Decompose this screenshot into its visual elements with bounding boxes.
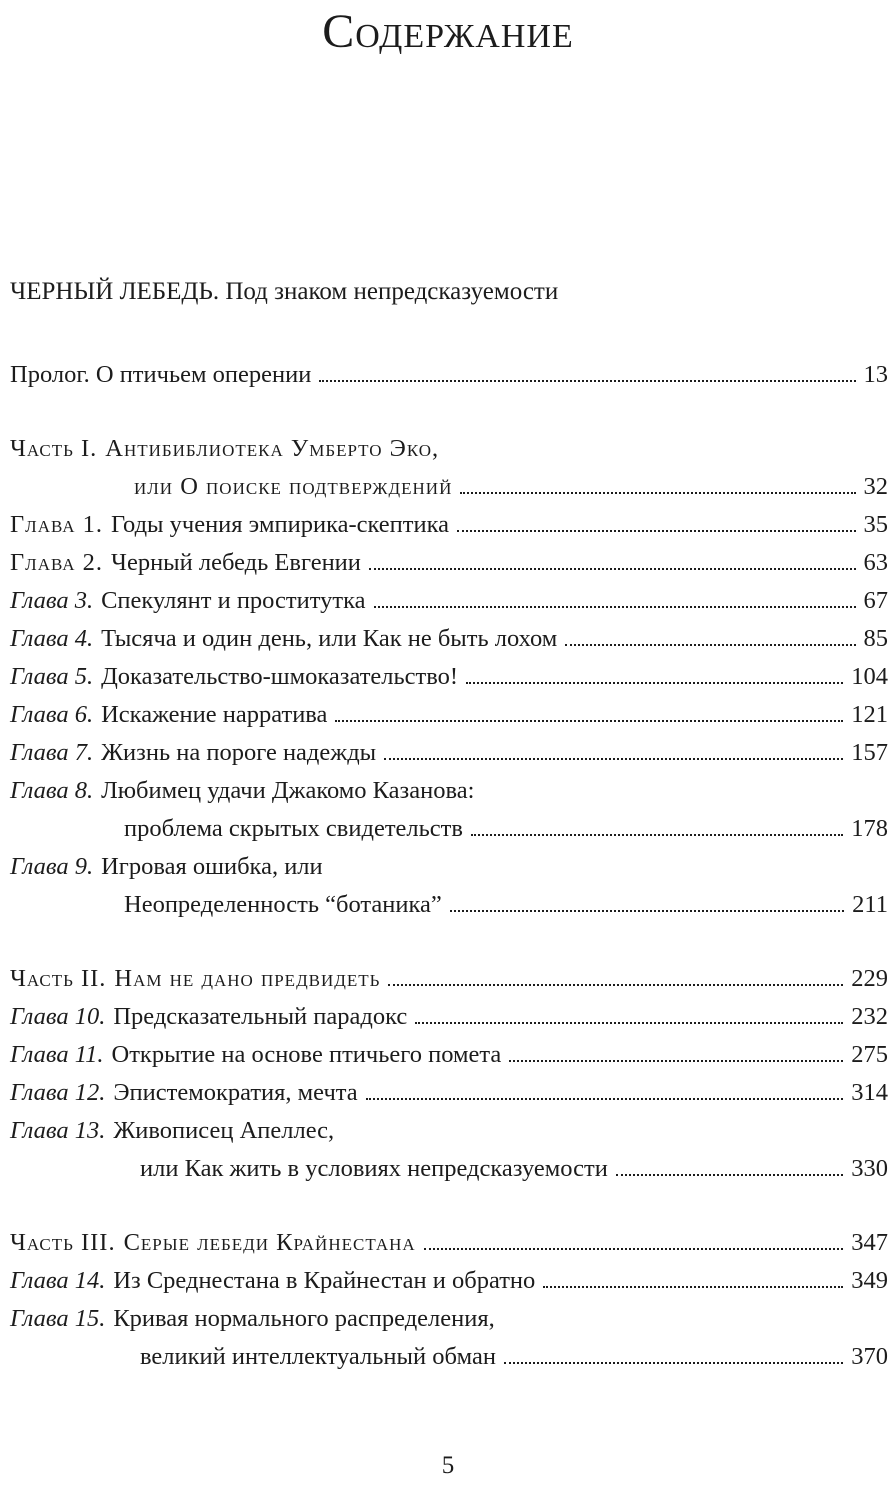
chapter-title: Искажение нарратива xyxy=(101,701,328,728)
part-title-continued: или О поиске подтверждений xyxy=(134,473,453,500)
chapter-title: Жизнь на пороге надежды xyxy=(101,739,377,766)
page-ref: 121 xyxy=(851,701,888,728)
page-ref: 347 xyxy=(851,1229,888,1256)
dot-leader xyxy=(509,1059,843,1062)
chapter-label: Глава 1. xyxy=(10,511,104,538)
chapter-title: Годы учения эмпирика-скептика xyxy=(111,511,450,538)
page-ref: 211 xyxy=(852,891,888,918)
page-title: Содержание xyxy=(322,5,574,58)
toc-entry-chapter-12[interactable] xyxy=(10,1074,888,1112)
chapter-title: Из Среднестана в Крайнестан и обратно xyxy=(113,1267,536,1294)
toc-entry-prologue[interactable] xyxy=(10,356,888,394)
dot-leader xyxy=(388,983,843,986)
page-ref: 63 xyxy=(863,549,888,576)
toc-entry-chapter-13-cont[interactable] xyxy=(10,1150,888,1188)
toc-entry-chapter-3[interactable] xyxy=(10,582,888,620)
dot-leader xyxy=(424,1247,844,1250)
toc-entry-chapter-14[interactable] xyxy=(10,1262,888,1300)
dot-leader xyxy=(384,757,843,760)
toc-entry-part-2[interactable] xyxy=(10,960,888,998)
toc-entry-chapter-11[interactable] xyxy=(10,1036,888,1074)
toc-entry-chapter-9-cont[interactable] xyxy=(10,886,888,924)
toc-entry-chapter-1[interactable] xyxy=(10,506,888,544)
chapter-label: Глава 12. xyxy=(10,1079,106,1106)
chapter-label: Глава 4. xyxy=(10,625,94,652)
dot-leader xyxy=(543,1285,843,1288)
chapter-label: Глава 14. xyxy=(10,1267,106,1294)
dot-leader xyxy=(450,909,844,912)
dot-leader xyxy=(466,681,843,684)
chapter-title: Доказательство-шмоказательство! xyxy=(101,663,459,690)
part-label: Часть II. xyxy=(10,965,107,992)
dot-leader xyxy=(415,1021,843,1024)
toc-entry-chapter-9[interactable] xyxy=(10,848,888,886)
chapter-label: Глава 8. xyxy=(10,777,94,804)
chapter-title-continued: или Как жить в условиях непредсказуемости xyxy=(140,1155,608,1182)
part-title: Нам не дано предвидеть xyxy=(114,965,381,992)
page-ref: 229 xyxy=(851,965,888,992)
toc-entry-chapter-2[interactable] xyxy=(10,544,888,582)
dot-leader xyxy=(565,643,855,646)
chapter-label: Глава 13. xyxy=(10,1117,106,1144)
chapter-title: Тысяча и один день, или Как не быть лохом xyxy=(101,625,558,652)
chapter-label: Глава 6. xyxy=(10,701,94,728)
chapter-title: Игровая ошибка, или xyxy=(101,853,323,880)
toc-entry-chapter-13[interactable] xyxy=(10,1112,888,1150)
chapter-title: Предсказательный парадокс xyxy=(113,1003,408,1030)
chapter-label: Глава 5. xyxy=(10,663,94,690)
chapter-title: Открытие на основе птичьего помета xyxy=(111,1041,502,1068)
page-ref: 67 xyxy=(863,587,888,614)
toc-entry-chapter-8-cont[interactable] xyxy=(10,810,888,848)
page-ref: 35 xyxy=(863,511,888,538)
dot-leader xyxy=(457,529,855,532)
page-ref: 330 xyxy=(851,1155,888,1182)
chapter-title: Живописец Апеллес, xyxy=(113,1117,335,1144)
part-title: Серые лебеди Крайнестана xyxy=(123,1229,416,1256)
page-ref: 32 xyxy=(863,473,888,500)
part-label: Часть I. xyxy=(10,435,98,462)
dot-leader xyxy=(471,833,843,836)
toc-entry-part-1-cont[interactable] xyxy=(10,468,888,506)
toc-entry-chapter-10[interactable] xyxy=(10,998,888,1036)
toc-entry-chapter-15[interactable] xyxy=(10,1300,888,1338)
page-ref: 85 xyxy=(863,625,888,652)
chapter-title: Спекулянт и проститутка xyxy=(101,587,366,614)
page-ref: 370 xyxy=(851,1343,888,1370)
toc-entry-chapter-8[interactable] xyxy=(10,772,888,810)
page-ref: 314 xyxy=(851,1079,888,1106)
chapter-label: Глава 11. xyxy=(10,1041,104,1068)
chapter-title: Любимец удачи Джакомо Казанова: xyxy=(101,777,475,804)
dot-leader xyxy=(504,1361,843,1364)
toc-entry-chapter-15-cont[interactable] xyxy=(10,1338,888,1376)
dot-leader xyxy=(616,1173,843,1176)
dot-leader xyxy=(366,1097,844,1100)
prologue-title: Пролог. О птичьем оперении xyxy=(10,361,312,388)
chapter-title-continued: великий интеллектуальный обман xyxy=(140,1343,497,1370)
toc-entry-part-1[interactable] xyxy=(10,430,888,468)
page-ref: 349 xyxy=(851,1267,888,1294)
chapter-label: Глава 10. xyxy=(10,1003,106,1030)
toc-entry-part-3[interactable] xyxy=(10,1224,888,1262)
dot-leader xyxy=(335,719,843,722)
page-ref: 275 xyxy=(851,1041,888,1068)
toc-entry-chapter-6[interactable] xyxy=(10,696,888,734)
chapter-title-continued: проблема скрытых свидетельств xyxy=(124,815,463,842)
chapter-title: Кривая нормального распределения, xyxy=(113,1305,495,1332)
toc-entry-chapter-5[interactable] xyxy=(10,658,888,696)
dot-leader xyxy=(460,491,855,494)
chapter-title: Эпистемократия, мечта xyxy=(113,1079,358,1106)
dot-leader xyxy=(369,567,856,570)
toc-entry-chapter-4[interactable] xyxy=(10,620,888,658)
page-ref: 13 xyxy=(863,361,888,388)
chapter-title: Черный лебедь Евгении xyxy=(111,549,361,576)
page-ref: 104 xyxy=(851,663,888,690)
chapter-label: Глава 2. xyxy=(10,549,104,576)
chapter-title-continued: Неопределенность “ботаника” xyxy=(124,891,442,918)
book-title: ЧЕРНЫЙ ЛЕБЕДЬ. Под знаком непредсказуемости xyxy=(10,278,559,305)
part-title: Антибиблиотека Умберто Эко, xyxy=(105,435,440,462)
chapter-label: Глава 9. xyxy=(10,853,94,880)
page-ref: 232 xyxy=(851,1003,888,1030)
toc-entry-chapter-7[interactable] xyxy=(10,734,888,772)
page-number: 5 xyxy=(441,1452,455,1479)
chapter-label: Глава 3. xyxy=(10,587,94,614)
chapter-label: Глава 15. xyxy=(10,1305,106,1332)
page-ref: 157 xyxy=(851,739,888,766)
table-of-contents xyxy=(10,356,888,1376)
dot-leader xyxy=(319,379,855,382)
chapter-label: Глава 7. xyxy=(10,739,94,766)
dot-leader xyxy=(374,605,856,608)
part-label: Часть III. xyxy=(10,1229,116,1256)
page-ref: 178 xyxy=(851,815,888,842)
